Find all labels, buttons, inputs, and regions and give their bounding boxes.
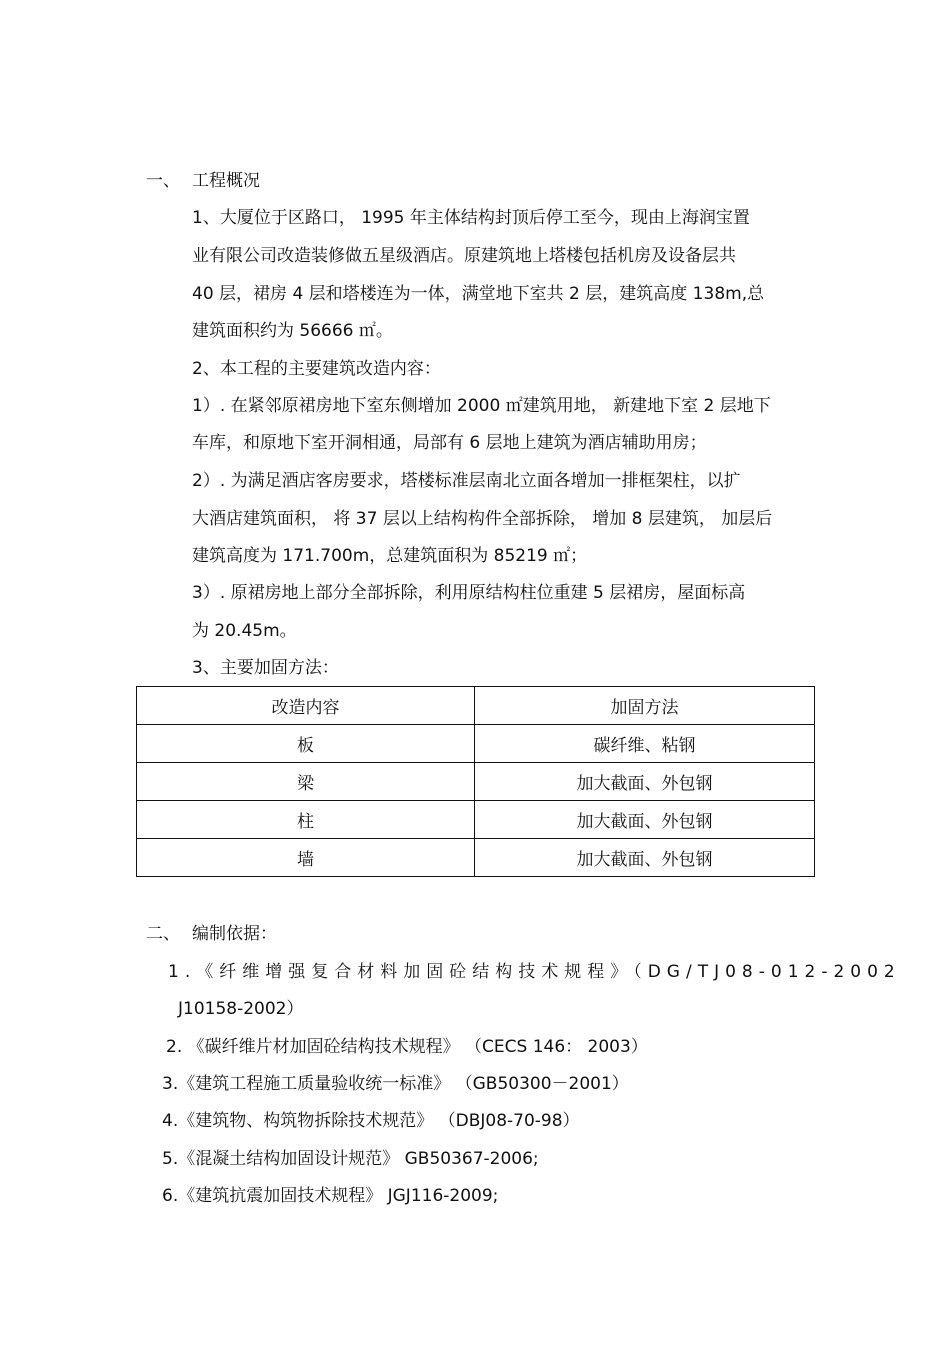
renovation-item-line: 大酒店建筑面积， 将 37 层以上结构构件全部拆除， 增加 8 层建筑， 加层后 [192,509,773,529]
reference-item-4: 4.《建筑物、构筑物拆除技术规范》 （DBJ08-70-98） [162,1111,580,1131]
table-row [137,839,815,877]
paragraph-1-line: 业有限公司改造装修做五星级酒店。原建筑地上塔楼包括机房及设备层共 [192,246,736,266]
table-header-cell: 改造内容 [137,687,475,725]
table-row [137,801,815,839]
renovation-item-line: 2）. 为满足酒店客房要求，塔楼标准层南北立面各增加一排框架柱，以扩 [192,471,741,491]
table-cell: 柱 [137,801,475,839]
renovation-item-line: 3）. 原裙房地上部分全部拆除，利用原结构柱位重建 5 层裙房，屋面标高 [192,583,746,603]
renovation-item-line: 建筑高度为 171.700m，总建筑面积为 85219 ㎡； [192,546,588,566]
paragraph-1-line: 建筑面积约为 56666 ㎡。 [192,321,393,341]
section-1-title: 工程概况 [192,171,260,191]
table-cell: 板 [137,725,475,763]
reference-item-2: 2. 《碳纤维片材加固砼结构技术规程》 （CECS 146： 2003） [166,1037,648,1057]
reference-item-3: 3.《建筑工程施工质量验收统一标准》 （GB50300－2001） [162,1074,629,1094]
table-header-cell: 加固方法 [475,687,815,725]
paragraph-3-heading: 3、主要加固方法： [192,658,339,678]
renovation-item-line: 1）. 在紧邻原裙房地下室东侧增加 2000 ㎡建筑用地， 新建地下室 2 层地下 [192,396,771,416]
section-2-title: 编制依据： [192,924,277,944]
renovation-item-line: 为 20.45m。 [192,621,297,641]
reference-item-6: 6.《建筑抗震加固技术规程》 JGJ116-2009; [162,1186,499,1206]
table-cell: 加大截面、外包钢 [475,801,815,839]
table-row [137,763,815,801]
table-cell: 墙 [137,839,475,877]
table-cell: 梁 [137,763,475,801]
reference-item-1-continued: J10158-2002） [178,999,304,1019]
paragraph-2-heading: 2、本工程的主要建筑改造内容： [192,359,441,379]
table-row [137,725,815,763]
table-cell: 碳纤维、粘钢 [475,725,815,763]
renovation-item-line: 车库，和原地下室开洞相通，局部有 6 层地上建筑为酒店辅助用房； [192,433,707,453]
table-cell: 加大截面、外包钢 [475,763,815,801]
section-2-number: 二、 [146,924,180,944]
paragraph-1-line: 1、大厦位于区路口， 1995 年主体结构封顶后停工至今，现由上海润宝置 [192,208,750,228]
table-cell: 加大截面、外包钢 [475,839,815,877]
paragraph-1-line: 40 层，裙房 4 层和塔楼连为一体，满堂地下室共 2 层，建筑高度 138m,总 [192,284,765,304]
reference-item-5: 5.《混凝土结构加固设计规范》 GB50367-2006; [162,1149,539,1169]
section-1-number: 一、 [146,171,180,191]
table-header-row [137,687,815,725]
reinforcement-table [136,686,815,877]
reference-item-1: 1.《纤维增强复合材料加固砼结构技术规程》（DG/TJ08-012-2002 [168,962,901,982]
